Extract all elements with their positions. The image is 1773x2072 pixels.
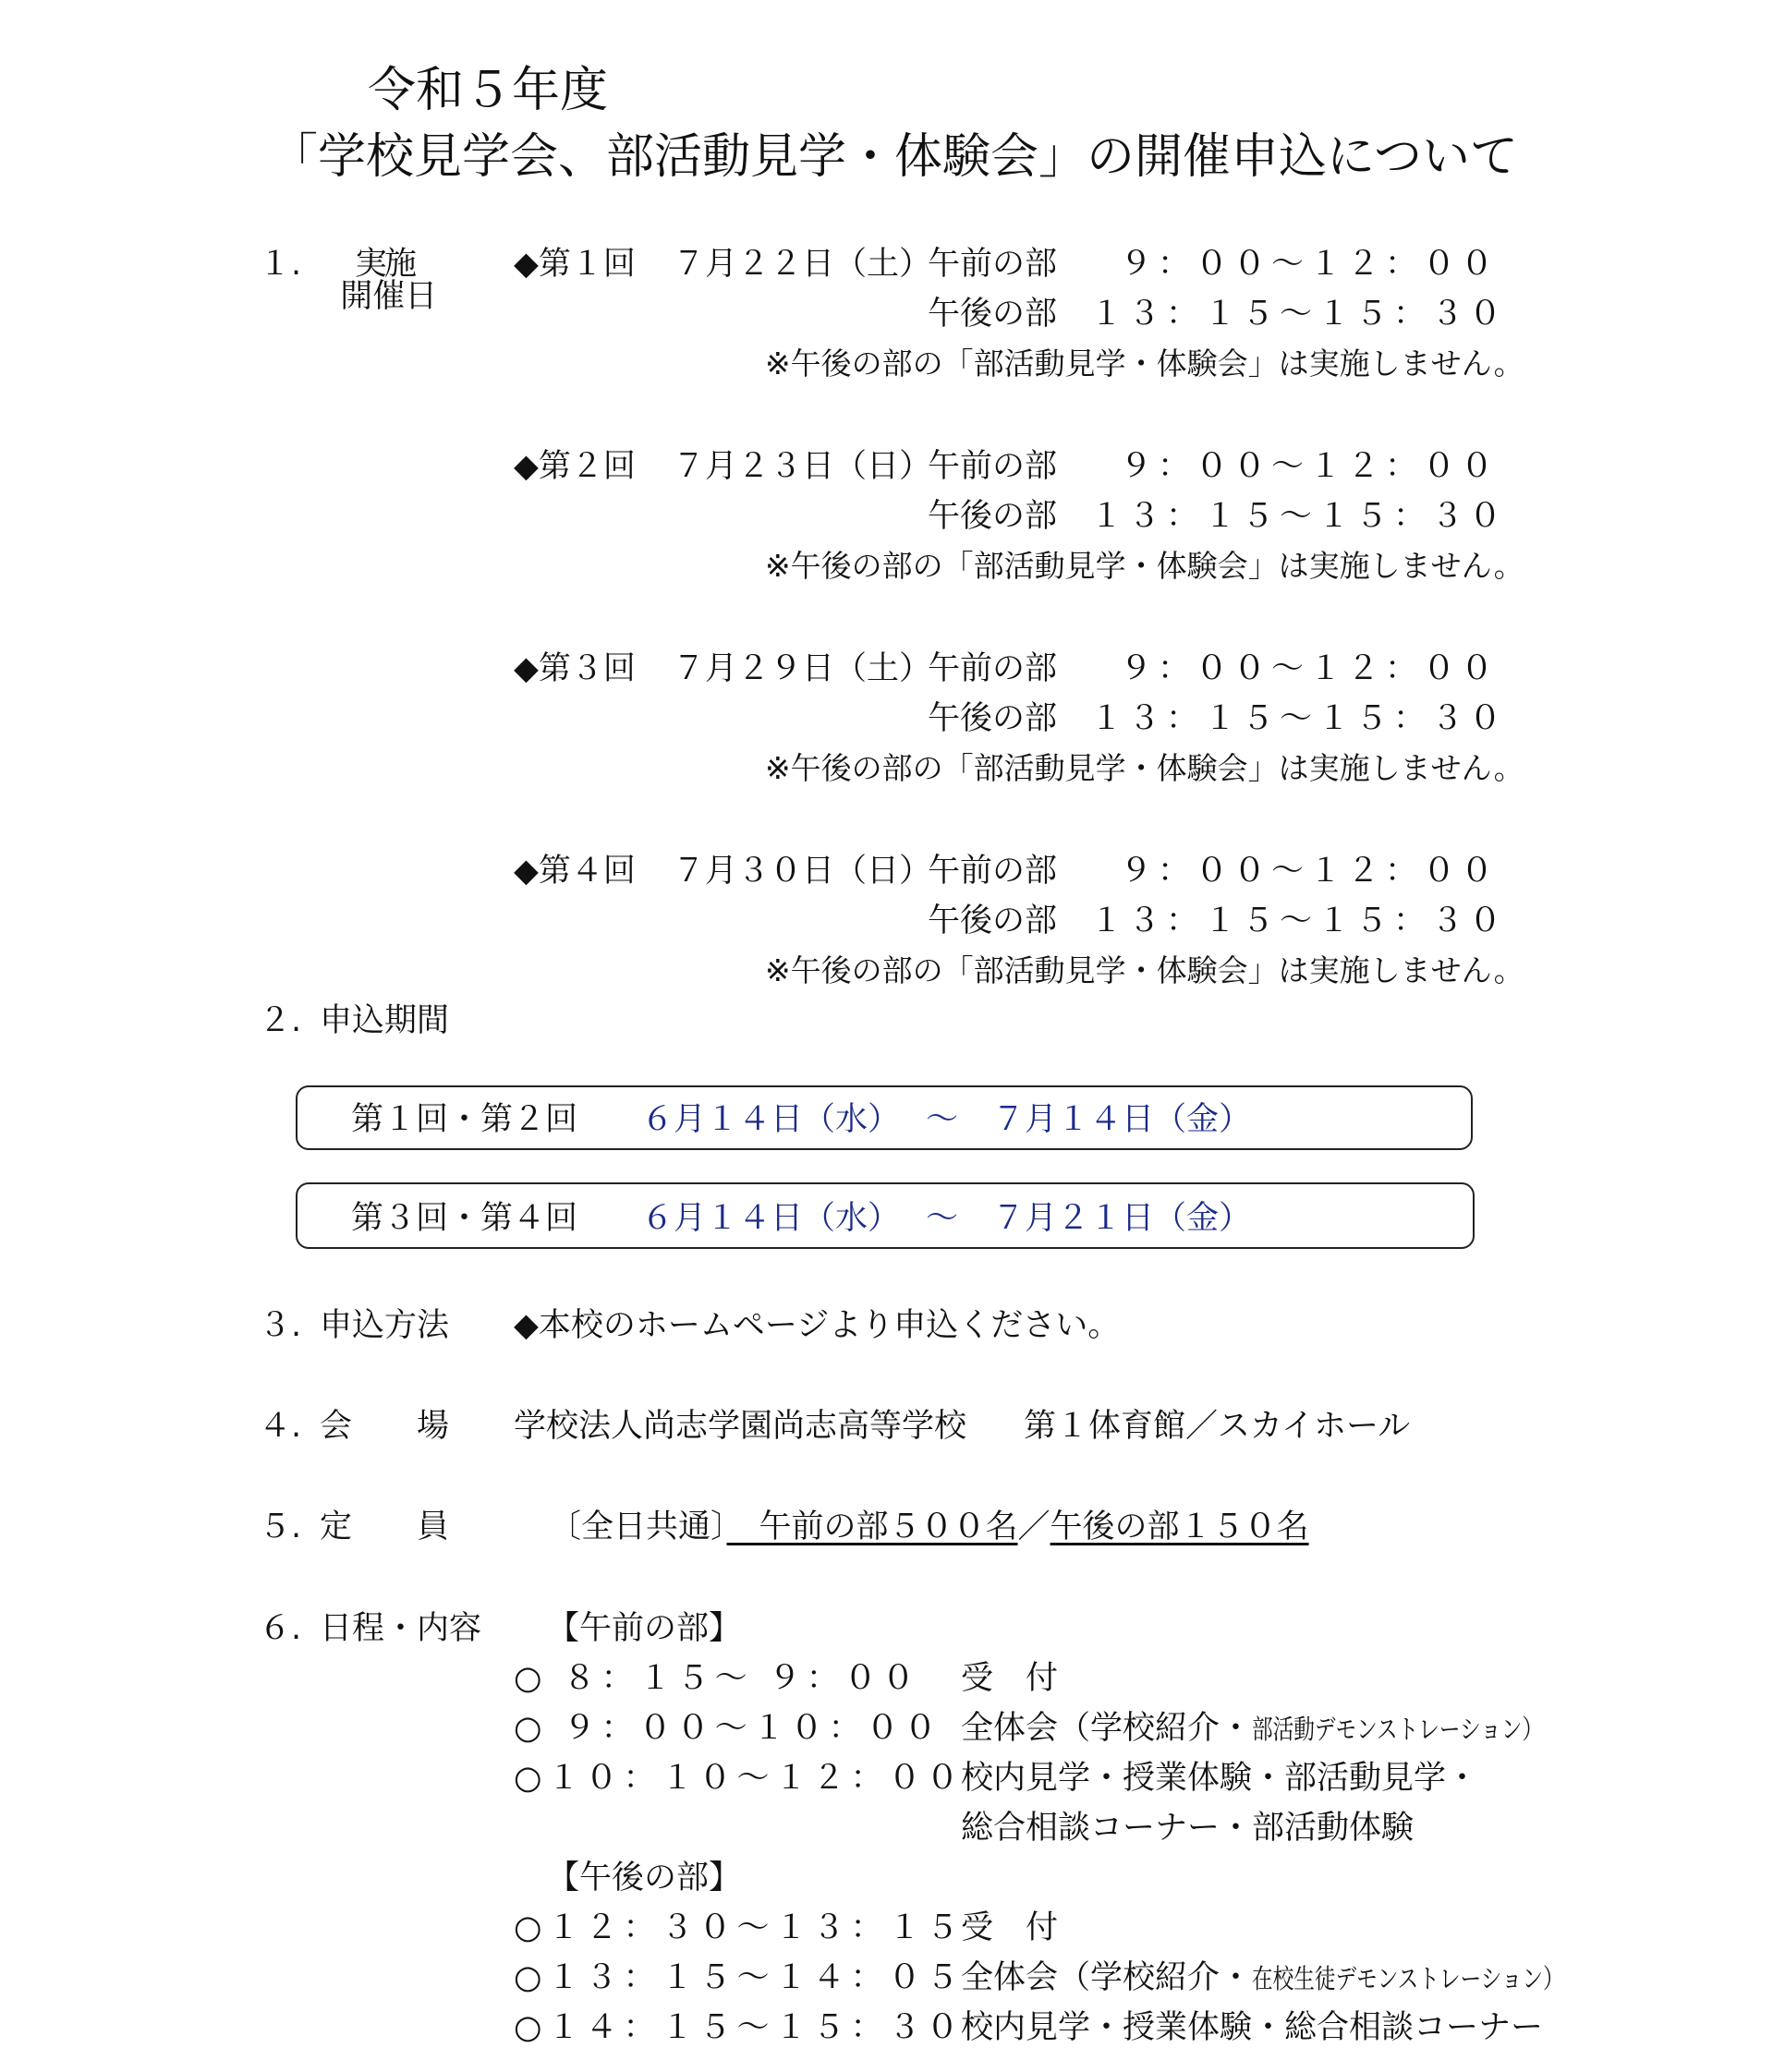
period2-start: ６月１４日（水） bbox=[641, 1200, 901, 1237]
section6-number: ６. bbox=[259, 1610, 302, 1647]
session3-date: ７月２９日（土） bbox=[673, 650, 932, 687]
session2-pm-time: １３：１５～１５：３０ bbox=[1090, 498, 1508, 535]
section4-venue: 第１体育館／スカイホール bbox=[1024, 1408, 1411, 1445]
session2-note: ※午後の部の「部活動見学・体験会」は実施しません。 bbox=[765, 548, 1524, 584]
section1-label-text: 開催日 bbox=[340, 278, 438, 315]
am-item3-desc: 校内見学・授業体験・部活動見学・ bbox=[961, 1760, 1479, 1797]
session2-am-label: 午前の部 bbox=[928, 448, 1058, 485]
section4-school: 学校法人尚志学園尚志高等学校 bbox=[514, 1408, 967, 1445]
pm-item3-desc: 校内見学・授業体験・総合相談コーナー bbox=[961, 2009, 1544, 2046]
session3-am-label: 午前の部 bbox=[928, 650, 1058, 687]
period2-tilde: ～ bbox=[926, 1200, 959, 1237]
section4-label: 会 場 bbox=[320, 1408, 450, 1445]
session4-note: ※午後の部の「部活動見学・体験会」は実施しません。 bbox=[765, 952, 1524, 988]
session2-date: ７月２３日（日） bbox=[673, 448, 932, 485]
section2-label: 申込期間 bbox=[320, 1002, 450, 1039]
capacity-slash: ／ bbox=[1017, 1509, 1050, 1545]
pm-item2-desc-main: 全体会（学校紹介・ bbox=[961, 1959, 1253, 1996]
session4-am-time: ９：００～１２：００ bbox=[1120, 853, 1500, 890]
am-item1-time: ○ ８：１５～ ９：００ bbox=[514, 1660, 920, 1697]
session3-am-time: ９：００～１２：００ bbox=[1120, 650, 1500, 687]
section3-number: ３. bbox=[259, 1307, 302, 1344]
pm-item1-desc: 受 付 bbox=[961, 1909, 1059, 1946]
page-title: 「学校見学会、部活動見学・体験会」の開催申込について bbox=[270, 129, 1518, 185]
am-schedule-header: 【午前の部】 bbox=[547, 1610, 742, 1647]
session4-marker: ◆第４回 bbox=[514, 853, 636, 890]
am-item2-desc-main: 全体会（学校紹介・ bbox=[961, 1710, 1253, 1747]
period1-tilde: ～ bbox=[926, 1101, 959, 1138]
pm-schedule-header: 【午後の部】 bbox=[547, 1860, 742, 1896]
session2-pm-label: 午後の部 bbox=[928, 498, 1058, 535]
pm-item2-desc bbox=[961, 1959, 1652, 1996]
section3-text: ◆本校のホームページより申込ください。 bbox=[514, 1307, 1121, 1344]
period1-end: ７月１４日（金） bbox=[992, 1101, 1252, 1138]
am-item2-desc-small: 部活動デモンストレーション） bbox=[1252, 1714, 1544, 1745]
session4-pm-label: 午後の部 bbox=[928, 903, 1058, 939]
session4-am-label: 午前の部 bbox=[928, 853, 1058, 890]
am-item3-continuation: 総合相談コーナー・部活動体験 bbox=[961, 1810, 1415, 1847]
pm-item1-time: ○１２：３０～１３：１５ bbox=[514, 1909, 965, 1946]
session3-pm-time: １３：１５～１５：３０ bbox=[1090, 700, 1508, 737]
session1-pm-label: 午後の部 bbox=[928, 296, 1058, 333]
am-item3-time: ○１０：１０～１２：００ bbox=[514, 1760, 965, 1797]
section1-label bbox=[320, 248, 437, 345]
session1-am-label: 午前の部 bbox=[928, 246, 1058, 283]
period1-rounds: 第１回・第２回 bbox=[351, 1101, 578, 1138]
header-year: 令和５年度 bbox=[368, 63, 609, 118]
pm-item3-time: ○１４：１５～１５：３０ bbox=[514, 2009, 965, 2046]
session4-date: ７月３０日（日） bbox=[673, 853, 932, 890]
session2-marker: ◆第２回 bbox=[514, 448, 636, 485]
section3-label: 申込方法 bbox=[320, 1307, 450, 1344]
am-item2-time: ○ ９：００～１０：００ bbox=[514, 1710, 942, 1747]
pm-item2-time: ○１３：１５～１４：０５ bbox=[514, 1959, 965, 1996]
capacity-pm: 午後の部１５０名 bbox=[1050, 1509, 1309, 1545]
session4-pm-time: １３：１５～１５：３０ bbox=[1090, 903, 1508, 939]
capacity-am: 午前の部５００名 bbox=[726, 1509, 1018, 1545]
session3-marker: ◆第３回 bbox=[514, 650, 636, 687]
section1-label-overstrike: 実施 bbox=[355, 246, 415, 283]
section5-number: ５. bbox=[259, 1509, 302, 1545]
am-item2-desc bbox=[961, 1710, 1625, 1747]
section4-number: ４. bbox=[259, 1408, 302, 1445]
session1-marker: ◆第１回 bbox=[514, 246, 636, 283]
session1-am-time: ９：００～１２：００ bbox=[1120, 246, 1500, 283]
section2-number: ２. bbox=[259, 1002, 302, 1039]
period2-end: ７月２１日（金） bbox=[992, 1200, 1252, 1237]
section6-label: 日程・内容 bbox=[320, 1610, 482, 1647]
period1-start: ６月１４日（水） bbox=[641, 1101, 901, 1138]
session3-pm-label: 午後の部 bbox=[928, 700, 1058, 737]
capacity-line bbox=[549, 1511, 1309, 1544]
am-item1-desc: 受 付 bbox=[961, 1660, 1059, 1697]
pm-item2-desc-small: 在校生徒デモンストレーション） bbox=[1252, 1963, 1564, 1994]
session3-note: ※午後の部の「部活動見学・体験会」は実施しません。 bbox=[765, 750, 1524, 786]
session1-note: ※午後の部の「部活動見学・体験会」は実施しません。 bbox=[765, 345, 1524, 382]
section1-number: １. bbox=[259, 246, 302, 283]
capacity-common: 〔全日共通〕 bbox=[549, 1509, 727, 1545]
session2-am-time: ９：００～１２：００ bbox=[1120, 448, 1500, 485]
session1-date: ７月２２日（土） bbox=[673, 246, 932, 283]
session1-pm-time: １３：１５～１５：３０ bbox=[1090, 296, 1508, 333]
period2-rounds: 第３回・第４回 bbox=[351, 1200, 578, 1237]
section5-label: 定 員 bbox=[320, 1509, 450, 1545]
